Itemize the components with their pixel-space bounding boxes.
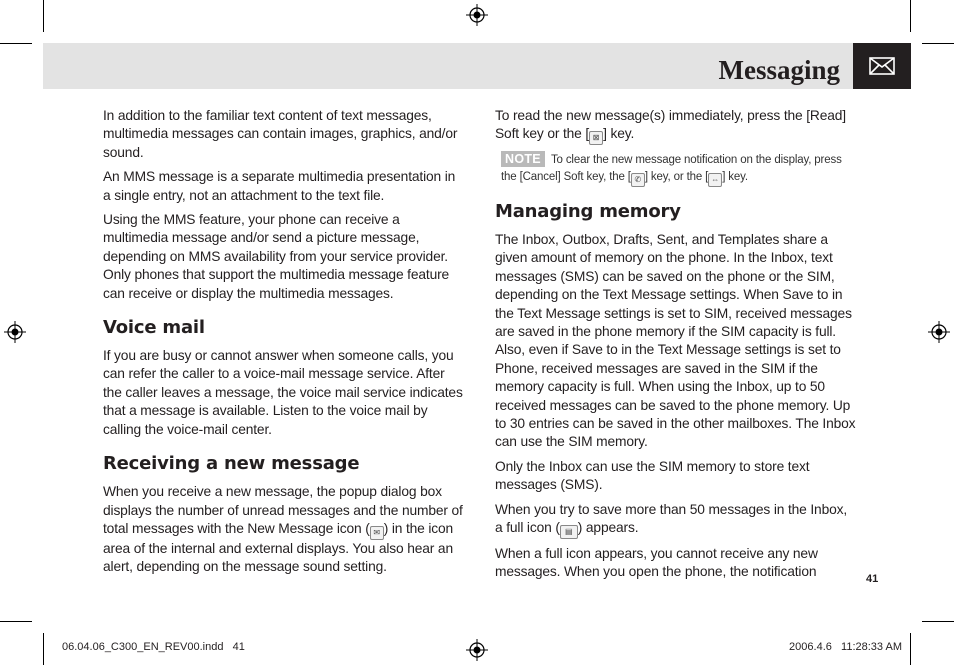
voice-mail-body: If you are busy or cannot answer when someone calls, you can refer the caller to a voice-mail message service. After the caller leaves a message, the voice mail service indicates that a message is available. Listen to the voice mail by calling the voice-mail center.: [103, 348, 463, 437]
crop-mark: [910, 0, 911, 32]
managing-paragraph: The Inbox, Outbox, Drafts, Sent, and Templates share a given amount of memory on the phone. In the Inbox, text messages (SMS) can be saved on the phone or the SIM, depending on the Text Message settings. When Save to in the Text Message settings is set to SIM, received messages are saved in the phone memory if the SIM capacity is full. Also, even if Save to in the Text Message settings is set to Phone, received messages are saved in the SIM if the memory capacity is full. When using the Inbox, up to 50 received messages can be saved to the phone memory. Up to 30 entries can be saved in the other mailboxes. The Inbox can use the SIM memory.: [495, 231, 856, 450]
end-key-icon: ✆: [631, 173, 645, 187]
page-number: 41: [866, 573, 879, 585]
page-title: Messaging: [718, 55, 840, 85]
right-column: [495, 107, 857, 588]
crop-mark: [43, 633, 44, 665]
registration-mark-icon: [466, 4, 488, 26]
left-column: [103, 107, 463, 583]
footer-timestamp: 2006.4.6 11:28:33 AM: [789, 641, 902, 653]
envelope-icon: [869, 57, 895, 75]
managing-memory-heading: Managing memory: [495, 200, 681, 222]
voice-mail-heading: Voice mail: [103, 317, 205, 339]
receiving-body: When you receive a new message, the popup dialog box displays the number of unread messages and the number of total messages with the New Message icon ( ✉ ) in the icon area of the internal and external displays. You also hear an alert, depending on the message sound setting.: [103, 484, 463, 575]
managing-paragraph: Only the Inbox can use the SIM memory to store text messages (SMS).: [495, 458, 810, 493]
intro-paragraph: In addition to the familiar text content of text messages, multimedia messages can contain images, graphics, and/or sound.: [103, 108, 458, 160]
new-message-icon: ✉: [370, 526, 384, 540]
crop-mark: [922, 621, 954, 622]
intro-paragraph: An MMS message is a separate multimedia presentation in a single entry, not an attachment to the text file.: [103, 169, 456, 203]
crop-mark: [0, 43, 32, 44]
crop-mark: [43, 0, 44, 32]
footer-filename: 06.04.06_C300_EN_REV00.indd 41: [62, 641, 245, 653]
read-message-paragraph: To read the new message(s) immediately, press the [Read] Soft key or the [ ⊠ ] key.: [495, 107, 857, 145]
receiving-heading: Receiving a new message: [103, 453, 360, 475]
managing-paragraph: When you try to save more than 50 messages in the Inbox, a full icon ( ▤ ) appears.: [495, 501, 857, 539]
managing-paragraph: When a full icon appears, you cannot receive any new messages. When you open the phone, the notification: [495, 546, 818, 580]
crop-mark: [922, 43, 954, 44]
crop-mark: [0, 621, 32, 622]
ok-key-icon: ⊠: [589, 131, 603, 145]
crop-mark: [910, 633, 911, 665]
header-icon-box: [853, 43, 911, 89]
note-box: NOTE To clear the new message notification on the display, press the [Cancel] Soft key, the [ ✆ ] key, or the [ ⇔ ] key.: [501, 151, 857, 187]
registration-mark-icon: [466, 639, 488, 661]
intro-paragraph: Using the MMS feature, your phone can receive a multimedia message and/or send a picture message, depending on MMS availability from your service provider. Only phones that support the multimedia message feature can receive or display the multimedia messages.: [103, 212, 450, 301]
full-memory-icon: ▤: [560, 525, 578, 539]
registration-mark-icon: [4, 321, 26, 343]
note-badge: NOTE: [501, 151, 545, 167]
side-key-icon: ⇔: [708, 173, 722, 187]
registration-mark-icon: [928, 321, 950, 343]
